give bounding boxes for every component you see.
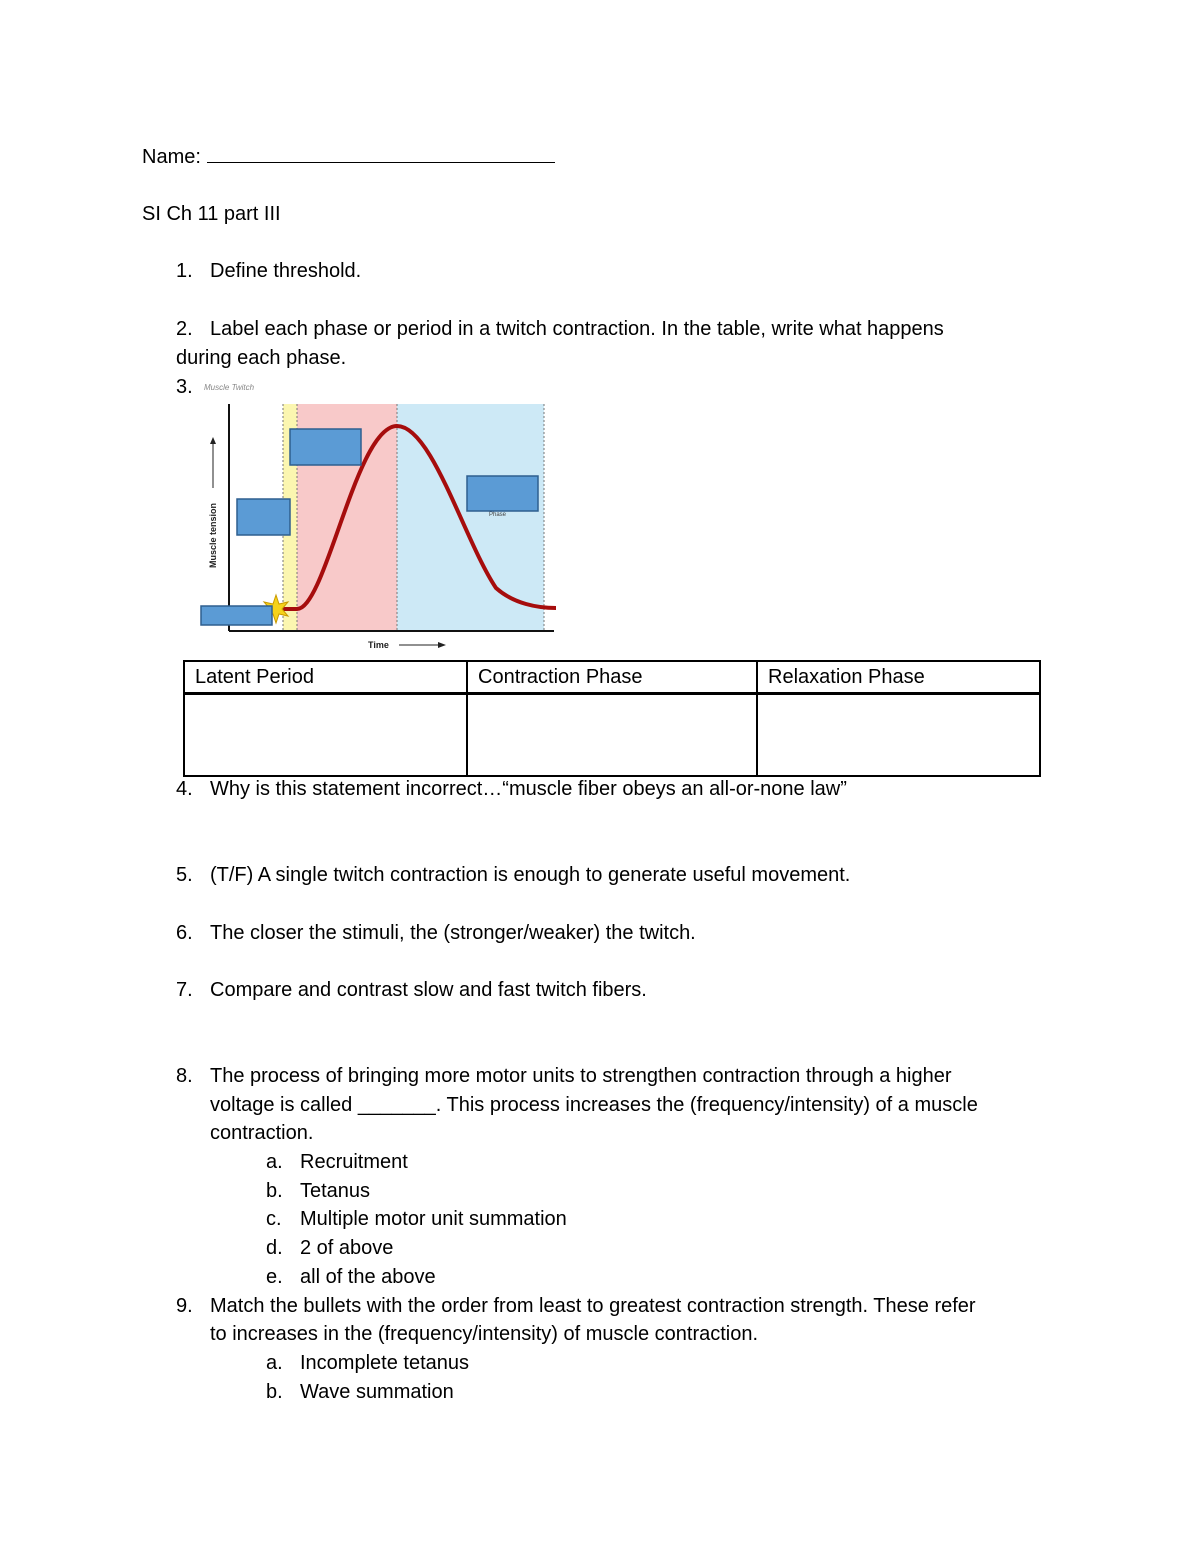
option-text: Incomplete tetanus [300,1352,469,1374]
answer-cell-latent[interactable] [184,694,467,777]
question-5-text: (T/F) A single twitch contraction is enough to generate useful movement. [210,864,851,886]
question-5-number: 5. [176,864,193,886]
question-7 [176,978,647,1002]
question-6-text: The closer the stimuli, the (stronger/weaker) the twitch. [210,922,696,944]
label-box-relaxation[interactable] [467,476,538,511]
option-text: all of the above [300,1266,436,1288]
name-line [142,144,555,169]
question-1-text: Define threshold. [210,260,362,282]
phase-table [183,660,1041,777]
option-letter: c. [266,1208,282,1230]
option-letter: b. [266,1381,283,1403]
question-7-text: Compare and contrast slow and fast twitch fibers. [210,979,647,1001]
x-axis-label: Time [368,640,389,650]
question-9 [176,1294,976,1318]
question-2-number: 2. [176,318,193,340]
question-8-option-d [266,1236,393,1260]
option-text: Multiple motor unit summation [300,1208,567,1230]
question-8-number: 8. [176,1065,193,1087]
question-8-option-a [266,1150,408,1174]
question-7-number: 7. [176,979,193,1001]
name-blank[interactable] [207,144,555,163]
muscle-twitch-diagram [196,380,568,652]
question-9-line2: to increases in the (frequency/intensity) of muscle contraction. [210,1323,759,1345]
question-8 [176,1064,952,1088]
option-text: Wave summation [300,1381,454,1403]
question-6 [176,921,696,945]
option-text: Recruitment [300,1151,408,1173]
option-letter: a. [266,1352,283,1374]
question-8-option-b [266,1179,370,1203]
question-8-line3: contraction. [210,1122,314,1144]
y-axis-arrow-head [210,437,216,444]
question-8-option-e [266,1265,436,1289]
question-9-option-a [266,1351,469,1375]
phase-small-label: Phase [489,512,507,518]
header-relaxation-phase: Relaxation Phase [757,661,1040,694]
header-contraction-phase: Contraction Phase [467,661,757,694]
label-box-stimulus[interactable] [201,606,272,625]
label-box-contraction[interactable] [237,499,290,535]
option-letter: a. [266,1151,283,1173]
question-9-option-b [266,1380,454,1404]
question-1 [176,259,361,283]
option-letter: b. [266,1180,283,1202]
question-9-number: 9. [176,1295,193,1317]
question-8-line1: The process of bringing more motor units to strengthen contraction through a higher [210,1065,952,1087]
option-letter: e. [266,1266,283,1288]
name-label: Name: [142,146,201,168]
question-1-number: 1. [176,260,193,282]
question-9-line1: Match the bullets with the order from least to greatest contraction strength. These refer [210,1295,976,1317]
question-2-line2: during each phase. [176,347,347,369]
x-axis-arrow-head [438,642,446,648]
question-4-text: Why is this statement incorrect…“muscle fiber obeys an all-or-none law” [210,778,847,800]
question-8-line2: voltage is called _______. This process increases the (frequency/intensity) of a muscle [210,1094,978,1116]
question-2 [176,317,944,341]
label-box-latent[interactable] [290,429,361,465]
question-4 [176,777,847,801]
table-header-row [184,661,1040,694]
option-letter: d. [266,1237,283,1259]
question-6-number: 6. [176,922,193,944]
figure-title: Muscle Twitch [204,383,255,392]
worksheet-subtitle: SI Ch 11 part III [142,203,281,225]
header-latent-period: Latent Period [184,661,467,694]
answer-cell-contraction[interactable] [467,694,757,777]
question-8-option-c [266,1207,567,1231]
question-5 [176,863,850,887]
question-3-number: 3. [176,376,193,398]
option-text: Tetanus [300,1180,371,1202]
question-2-text-line1: Label each phase or period in a twitch contraction. In the table, write what happens [210,318,944,340]
option-text: 2 of above [300,1237,394,1259]
y-axis-label: Muscle tension [208,502,218,568]
question-4-number: 4. [176,778,193,800]
table-row [184,694,1040,777]
answer-cell-relaxation[interactable] [757,694,1040,777]
